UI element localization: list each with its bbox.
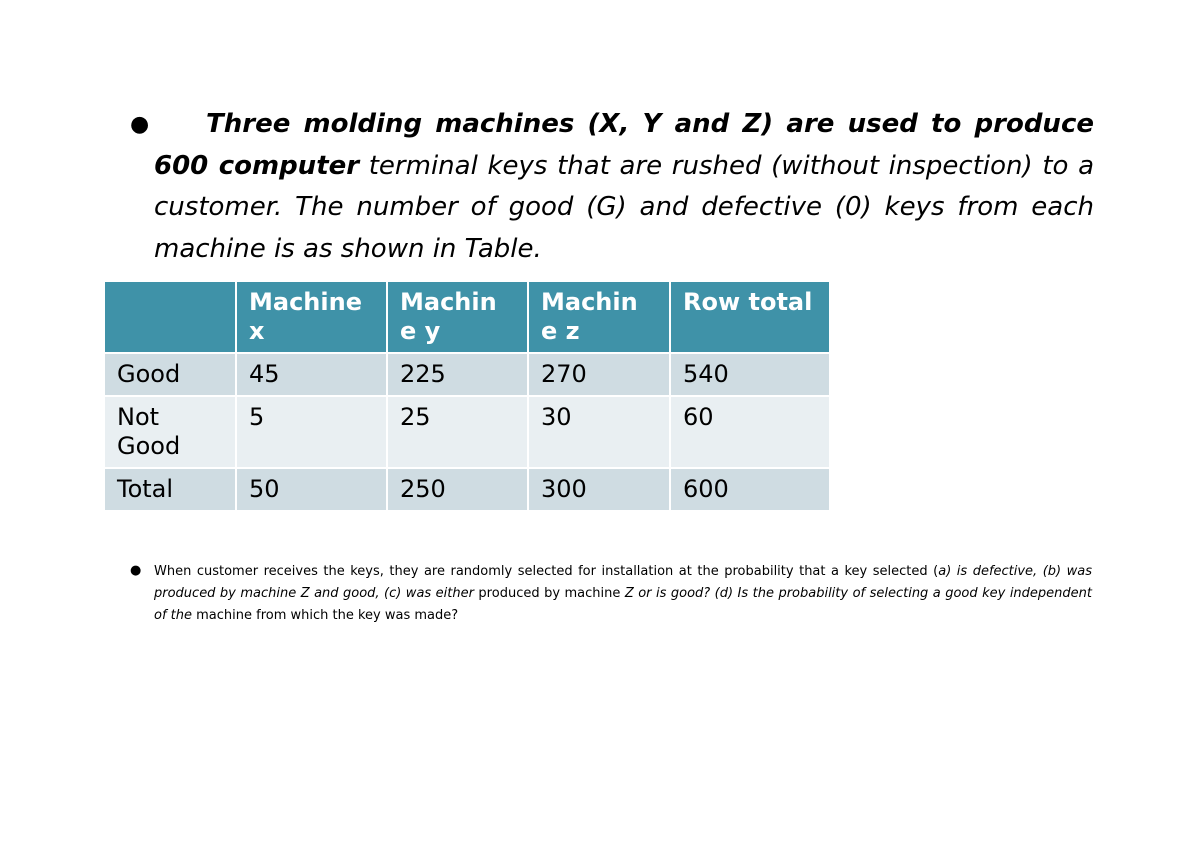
table-header-row xyxy=(104,281,830,353)
table-cell: 540 xyxy=(670,353,830,396)
table-cell: 30 xyxy=(528,396,670,468)
table-cell: 25 xyxy=(387,396,528,468)
intro-text xyxy=(154,104,1094,270)
table-cell: 60 xyxy=(670,396,830,468)
table-cell: 5 xyxy=(236,396,387,468)
intro-paragraph xyxy=(130,104,1094,270)
table-cell: 270 xyxy=(528,353,670,396)
table-row xyxy=(104,353,830,396)
question-part-3: produced by machine xyxy=(473,586,625,601)
table-cell: 600 xyxy=(670,468,830,511)
table-cell: 250 xyxy=(387,468,528,511)
row-label: Good xyxy=(104,353,236,396)
table-cell: 300 xyxy=(528,468,670,511)
question-part-1: When customer receives the keys, they are randomly selected for installation at the probability that a key selected ( xyxy=(154,564,939,579)
table-cell: 45 xyxy=(236,353,387,396)
bullet-icon: ● xyxy=(130,563,142,578)
header-cell-machine-y: Machin e y xyxy=(387,281,528,353)
row-label: Total xyxy=(104,468,236,511)
question-part-2: a) is defective, (b) was produced by machine Z and good, (c) was either xyxy=(154,564,1092,601)
table-cell: 225 xyxy=(387,353,528,396)
table-cell: 50 xyxy=(236,468,387,511)
machine-table xyxy=(103,280,831,512)
header-cell-machine-x: Machine x xyxy=(236,281,387,353)
table-row xyxy=(104,468,830,511)
question-paragraph xyxy=(130,561,1092,627)
bullet-icon: ● xyxy=(130,112,150,137)
intro-rest: terminal keys that are rushed (without inspection) to a customer. The number of good (G) and defective (0) keys from each machine is as shown in Table. xyxy=(154,150,1095,264)
header-cell-machine-z: Machin e z xyxy=(528,281,670,353)
question-part-4: Z or is good? (d) Is the probability of selecting a good key independent of the xyxy=(154,586,1092,623)
table-row xyxy=(104,396,830,468)
question-part-5: machine from which the key was made? xyxy=(192,608,459,623)
intro-bold: Three molding machines (X, Y and Z) are used to produce 600 computer xyxy=(154,109,1094,181)
header-cell-row-total: Row total xyxy=(670,281,830,353)
question-text xyxy=(154,561,1092,627)
header-cell-blank xyxy=(104,281,236,353)
row-label: Not Good xyxy=(104,396,236,468)
